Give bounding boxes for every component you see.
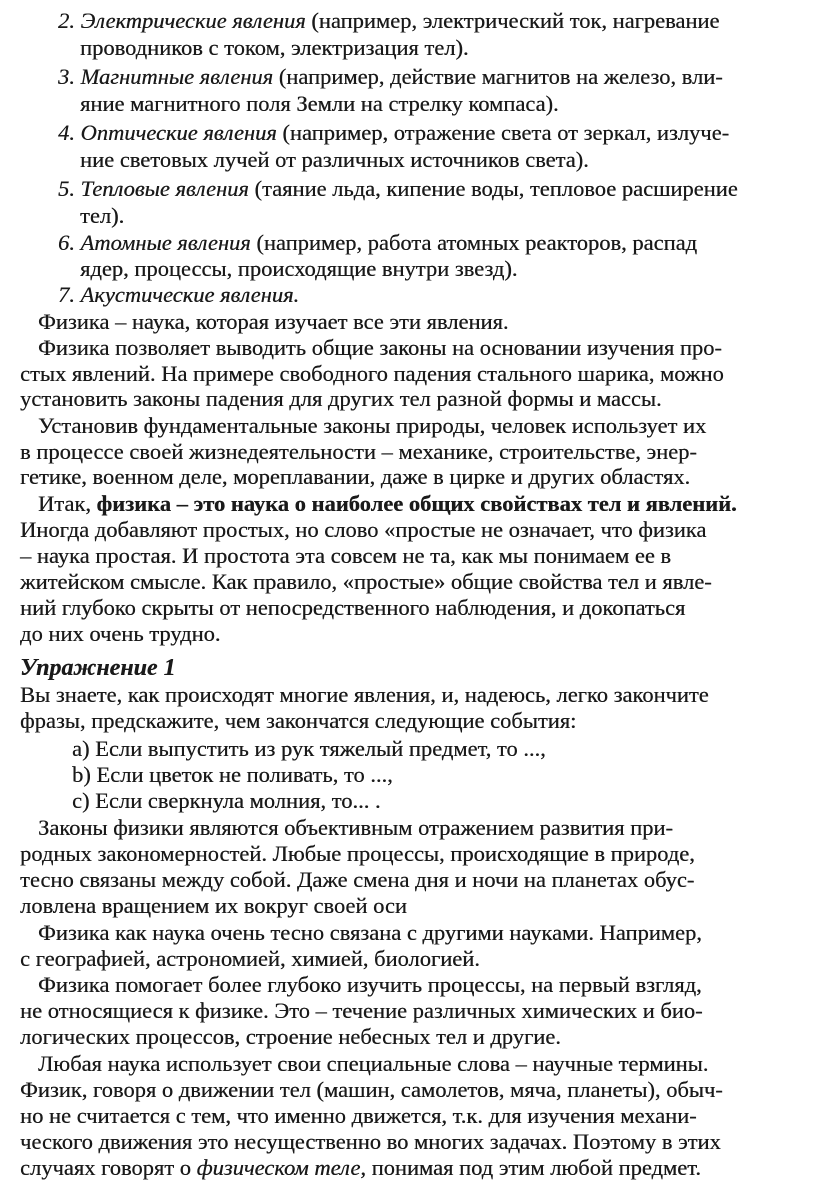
list-item-6-cont: ядер, процессы, происходящие внутри звезд).	[80, 256, 518, 281]
paragraph-5-line: Законы физики являются объективным отражением развития при-	[38, 815, 673, 840]
paragraph-8-line: Любая наука использует свои специальные слова – научные термины.	[38, 1051, 709, 1076]
paragraph-2-line: стых явлений. На примере свободного падения стального шарика, можно	[20, 361, 724, 386]
paragraph-6-line: с географией, астрономией, химией, биологией.	[20, 946, 480, 971]
paragraph-5-line: ловлена вращением их вокруг своей оси	[20, 893, 407, 918]
paragraph-3-line: Установив фундаментальные законы природы, человек использует их	[38, 413, 707, 438]
paragraph-3-line: гетике, военном деле, мореплавании, даже в цирке и других областях.	[20, 464, 691, 489]
paragraph-7-line: логических процессов, строение небесных тел и другие.	[20, 1024, 561, 1049]
exercise-item-a: а) Если выпустить из рук тяжелый предмет, то ...,	[72, 736, 546, 761]
paragraph-8-line: ческого движения это несущественно во многих задачах. Поэтому в этих	[20, 1129, 721, 1154]
paragraph-4-line: ний глубоко скрыты от непосредственного наблюдения, и докопаться	[20, 595, 686, 620]
paragraph-4-line: Иногда добавляют простых, но слово «простые не означает, что физика	[20, 517, 707, 542]
paragraph-physics-definition: Физика – наука, которая изучает все эти явления.	[38, 309, 509, 334]
paragraph-8-line: но не считается с тем, что именно движется, т.к. для изучения механи-	[20, 1103, 697, 1128]
exercise-heading: Упражнение 1	[20, 655, 176, 681]
paragraph-7-line: Физика помогает более глубоко изучить процессы, на первый взгляд,	[38, 972, 702, 997]
paragraph-8-line: случаях говорят о физическом теле, понимая под этим любой предмет.	[20, 1155, 701, 1180]
paragraph-8-line: Физик, говоря о движении тел (машин, самолетов, мяча, планеты), обыч-	[20, 1077, 723, 1102]
paragraph-6-line: Физика как наука очень тесно связана с другими науками. Например,	[38, 920, 702, 945]
list-item-3: 3. Магнитные явления (например, действие магнитов на железо, вли-	[58, 64, 723, 89]
list-item-2: 2. Электрические явления (например, электрический ток, нагревание	[58, 8, 720, 33]
paragraph-5-line: тесно связаны между собой. Даже смена дня и ночи на планетах обус-	[20, 867, 695, 892]
paragraph-7-line: не относящиеся к физике. Это – течение различных химических и био-	[20, 998, 703, 1023]
list-item-3-cont: яние магнитного поля Земли на стрелку компаса).	[80, 91, 559, 116]
list-item-5-cont: тел).	[80, 203, 125, 228]
exercise-intro-line: Вы знаете, как происходят многие явления, и, надеюсь, легко закончите	[20, 682, 709, 707]
list-item-7: 7. Акустические явления.	[58, 282, 300, 307]
exercise-item-c: с) Если сверкнула молния, то... .	[72, 788, 381, 813]
list-item-4-cont: ние световых лучей от различных источников света).	[80, 147, 589, 172]
paragraph-4-line: житейском смысле. Как правило, «простые» общие свойства тел и явле-	[20, 569, 712, 594]
exercise-item-b: b) Если цветок не поливать, то ...,	[72, 762, 393, 787]
paragraph-2-line: Физика позволяет выводить общие законы на основании изучения про-	[38, 335, 722, 360]
list-item-6: 6. Атомные явления (например, работа атомных реакторов, распад	[58, 230, 698, 255]
paragraph-5-line: родных закономерностей. Любые процессы, происходящие в природе,	[20, 841, 695, 866]
paragraph-4-line: Итак, физика – это наука о наиболее общих свойствах тел и явлений.	[38, 491, 737, 516]
paragraph-3-line: в процессе своей жизнедеятельности – механике, строительстве, энер-	[20, 439, 697, 464]
paragraph-2-line: установить законы падения для других тел разной формы и массы.	[20, 386, 662, 411]
list-item-5: 5. Тепловые явления (таяние льда, кипение воды, тепловое расширение	[58, 176, 738, 201]
list-item-4: 4. Оптические явления (например, отражение света от зеркал, излуче-	[58, 120, 730, 145]
paragraph-4-line: – наука простая. И простота эта совсем не та, как мы понимаем ее в	[20, 543, 672, 568]
exercise-intro-line: фразы, предскажите, чем закончатся следующие события:	[20, 708, 577, 733]
paragraph-4-line: до них очень трудно.	[20, 621, 221, 646]
list-item-2-cont: проводников с током, электризация тел).	[80, 35, 469, 60]
